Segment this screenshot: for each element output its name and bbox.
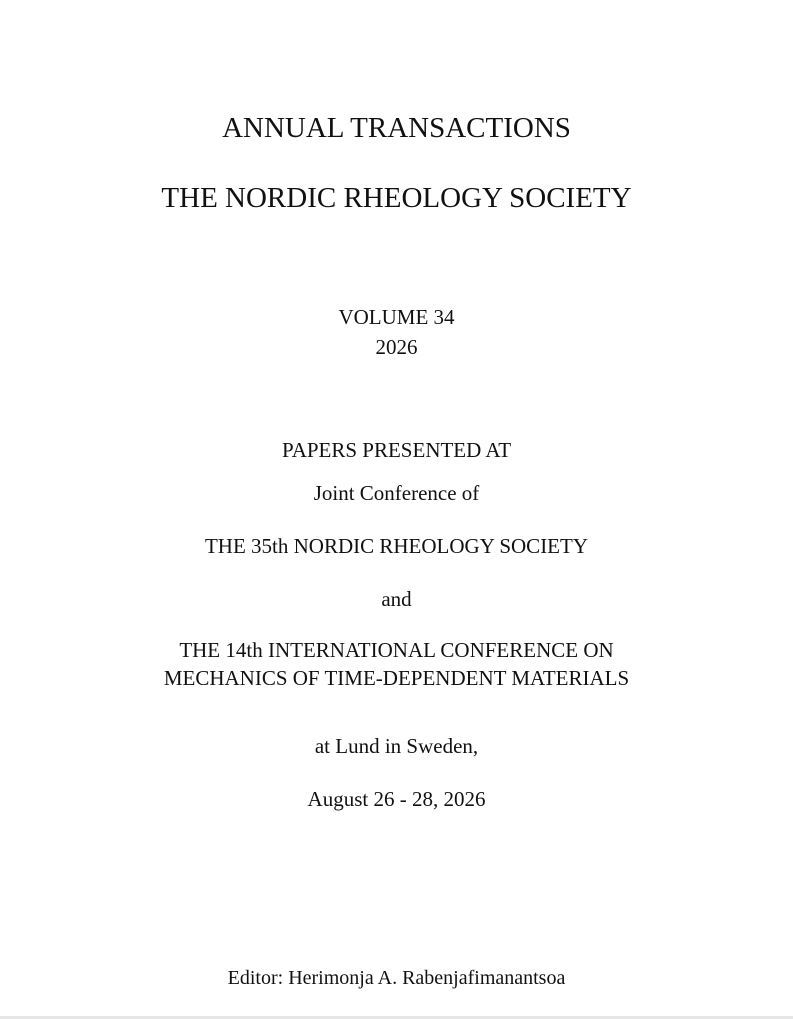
society-conference-name: THE 35th NORDIC RHEOLOGY SOCIETY <box>204 534 589 558</box>
intl-conference-line-1: THE 14th INTERNATIONAL CONFERENCE ON <box>179 638 614 662</box>
papers-presented-heading: PAPERS PRESENTED AT <box>281 438 512 462</box>
joint-conference-text: Joint Conference of <box>313 481 480 505</box>
volume-year: 2026 <box>375 335 418 359</box>
title-line-1: ANNUAL TRANSACTIONS <box>222 112 571 144</box>
volume-label: VOLUME 34 <box>338 305 455 329</box>
conjunction-text: and <box>381 587 412 611</box>
intl-conference-line-2: MECHANICS OF TIME-DEPENDENT MATERIALS <box>163 666 630 690</box>
editor-credit: Editor: Herimonja A. Rabenjafimanantsoa <box>227 967 566 989</box>
conference-location: at Lund in Sweden, <box>314 734 479 758</box>
title-line-2: THE NORDIC RHEOLOGY SOCIETY <box>161 182 632 214</box>
conference-dates: August 26 - 28, 2026 <box>307 787 486 811</box>
